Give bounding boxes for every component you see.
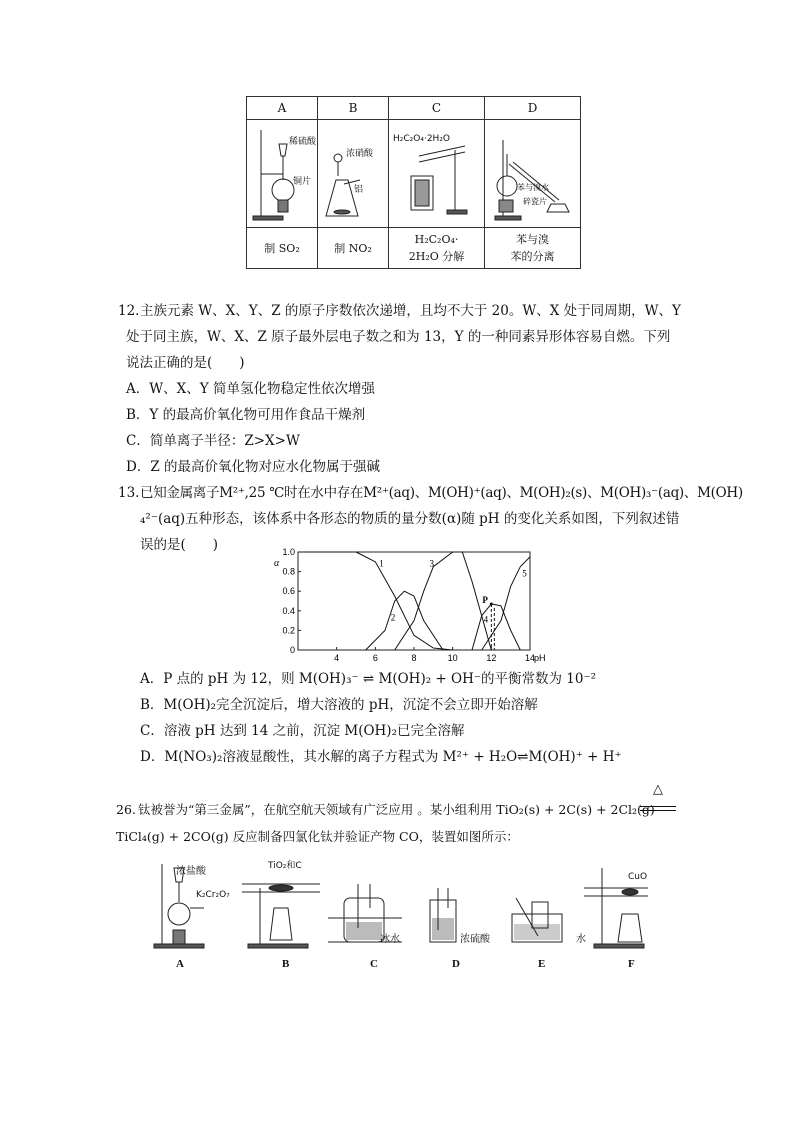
label-water: 水 (576, 934, 586, 945)
label-ice-water: 冰水 (380, 934, 400, 945)
q26-line2: TiCl₄(g) + 2CO(g) 反应制备四氯化钛并验证产物 CO，装置如图所示： (116, 829, 519, 844)
caption-a: 制 SO₂ (247, 228, 318, 269)
caption-b: 制 NO₂ (318, 228, 389, 269)
y-tick-label: 0.8 (282, 566, 295, 577)
y-tick-label: 0.6 (282, 586, 295, 597)
caption-c-line2: 2H₂O 分解 (408, 250, 465, 263)
label-tio2-c: TiO₂和C (268, 861, 302, 871)
x-tick-label: 12 (486, 653, 497, 663)
y-tick-label: 0 (289, 645, 295, 655)
q13-option-c: C．溶液 pH 达到 14 之前，沉淀 M(OH)₂已完全溶解 (140, 723, 465, 739)
setup-label-a: A (176, 958, 184, 970)
setup-label-b: B (282, 958, 290, 970)
y-tick-label: 0.4 (282, 605, 295, 616)
x-tick-label: 10 (447, 653, 458, 663)
caption-d-line1: 苯与溴 (516, 233, 549, 246)
q12-option-a: A．W、X、Y 简单氢化物稳定性依次增强 (126, 381, 375, 397)
apparatus-d-cell (485, 120, 581, 228)
setup-label-d: D (452, 958, 460, 970)
q13-line3: 误的是( ) (140, 537, 219, 553)
setup-label-f: F (628, 958, 635, 970)
x-axis-label: pH (534, 653, 546, 663)
apparatus-b-cell (318, 120, 389, 228)
apparatus-a-cell (247, 120, 318, 228)
alpha-ph-chart (268, 546, 558, 664)
caption-d-line2: 苯的分离 (510, 250, 555, 263)
setup-drawings (148, 858, 708, 950)
table-header-c: C (389, 97, 485, 120)
series-line-2 (366, 591, 443, 650)
equation-bar-top (640, 806, 676, 807)
series-label-2: 2 (390, 612, 396, 623)
table-header-a: A (247, 97, 318, 120)
apparatus-d-drawing (485, 120, 580, 224)
series-label-1: 1 (379, 558, 384, 569)
apparatus-c-label: H₂C₂O₄·2H₂O (393, 134, 451, 144)
series-line-3 (395, 552, 492, 650)
heat-condition-symbol: △ (653, 782, 663, 797)
x-tick-label: 4 (334, 653, 340, 663)
q26-line1: 钛被誉为“第三金属”，在航空航天领域有广泛应用 。某小组利用 TiO₂(s) + 2C(s) + 2Cl₂(g) (138, 802, 655, 817)
y-axis-label: α (274, 558, 280, 569)
q13-number: 13. (118, 485, 140, 501)
apparatus-a-label-acid: 稀硫酸 (289, 137, 317, 147)
q13-line2: ₄²⁻(aq)五种形态，该体系中各形态的物质的量分数(α)随 pH 的变化关系如图，下列叙述错 (140, 511, 680, 527)
equation-bar-bottom (640, 810, 676, 811)
label-cuo: CuO (628, 872, 648, 882)
q13-option-d: D．M(NO₃)₂溶液显酸性，其水解的离子方程式为 M²⁺ + H₂O⇌M(OH)⁺ + H⁺ (140, 749, 622, 765)
q12-number: 12. (118, 303, 140, 319)
series-line-4 (472, 604, 520, 650)
apparatus-d-label-b: 碎瓷片 (523, 197, 547, 206)
setup-label-c: C (370, 958, 378, 970)
q13-option-b: B．M(OH)₂完全沉淀后，增大溶液的 pH，沉淀不会立即开始溶解 (140, 697, 538, 713)
label-k2cr2o7: K₂Cr₂O₇ (196, 890, 230, 900)
caption-c-line1: H₂C₂O₄· (414, 233, 459, 246)
x-tick-label: 14 (524, 653, 536, 663)
series-label-5: 5 (522, 568, 527, 579)
q13-option-a: A．P 点的 pH 为 12，则 M(OH)₃⁻ ⇌ M(OH)₂ + OH⁻的平衡常数为 10⁻² (140, 671, 596, 687)
apparatus-d-label-a: 苯与溴水 (517, 183, 549, 192)
q12-line2: 处于同主族，W、X、Z 原子最外层电子数之和为 13，Y 的一种同素异形体容易自燃。下列 (126, 329, 671, 345)
series-label-3: 3 (429, 558, 434, 569)
apparatus-b-drawing (318, 120, 388, 224)
series-label-4: 4 (483, 614, 489, 625)
caption-c (389, 228, 485, 269)
q12-option-d: D．Z 的最高价氧化物对应水化物属于强碱 (126, 459, 380, 475)
setup-label-e: E (538, 958, 546, 970)
label-conc-h2so4: 浓硫酸 (460, 934, 490, 945)
table-header-d: D (485, 97, 581, 120)
q12-line3: 说法正确的是( ) (126, 355, 245, 371)
y-tick-label: 1.0 (282, 547, 295, 557)
label-conc-hcl: 浓盐酸 (176, 866, 206, 877)
caption-d (485, 228, 581, 269)
x-tick-label: 6 (372, 653, 378, 663)
apparatus-table (246, 96, 581, 269)
apparatus-c-cell (389, 120, 485, 228)
table-header-b: B (318, 97, 389, 120)
q13-line1: 已知金属离子M²⁺,25 ℃时在水中存在M²⁺(aq)、M(OH)⁺(aq)、M(OH)₂(s)、M(OH)₃⁻(aq)、M(OH) (140, 485, 743, 501)
q12-option-c: C．简单离子半径：Z>X>W (126, 433, 300, 449)
x-tick-label: 8 (411, 653, 417, 663)
apparatus-a-label-copper: 铜片 (293, 177, 312, 187)
q26-number: 26. (116, 802, 136, 817)
p-point (490, 602, 493, 605)
apparatus-b-label-al: 铝 (354, 185, 364, 195)
q12-option-b: B．Y 的最高价氧化物可用作食品干燥剂 (126, 407, 366, 423)
q12-line1: 主族元素 W、X、Y、Z 的原子序数依次递增，且均不大于 20。W、X 处于同周期，W、Y (140, 303, 681, 319)
y-tick-label: 0.2 (282, 625, 295, 636)
p-point-label: P (482, 594, 488, 605)
apparatus-b-label-acid: 浓硝酸 (346, 149, 374, 159)
